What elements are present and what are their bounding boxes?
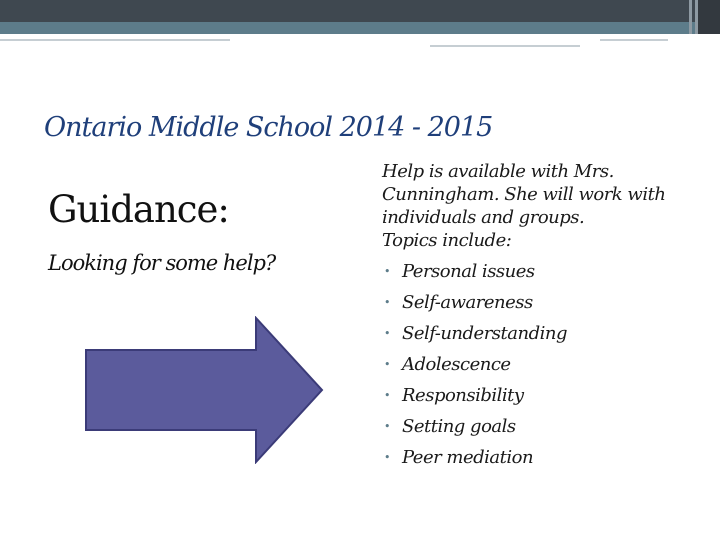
guidance-content [382,160,702,473]
list-item [382,256,702,287]
topics-label: Topics include: [382,230,512,251]
decorative-rule [600,39,668,41]
topic-label: Peer mediation [402,447,534,468]
list-item [382,318,702,349]
decorative-rule [0,39,230,41]
topic-label: Setting goals [402,416,516,437]
list-item [382,287,702,318]
topic-label: Adolescence [402,354,511,375]
corner-stripe [689,0,692,34]
bullet-icon: • [384,265,390,278]
bullet-icon: • [384,296,390,309]
topic-label: Personal issues [402,261,535,282]
arrow-shape [86,318,322,462]
top-decorative-bar [0,0,720,22]
right-arrow-icon [84,316,324,464]
intro-text: Help is available with Mrs. Cunningham. She will work with individuals and groups. [382,161,666,228]
subheading: Looking for some help? [48,251,276,275]
list-item [382,411,702,442]
bullet-icon: • [384,389,390,402]
topic-label: Self-awareness [402,292,533,313]
topics-list [382,256,702,473]
bullet-icon: • [384,451,390,464]
bullet-icon: • [384,358,390,371]
topic-label: Responsibility [402,385,524,406]
top-accent-bar [0,22,720,34]
list-item [382,442,702,473]
corner-stripe [695,0,698,34]
top-right-corner-block [698,0,720,34]
decorative-rule [430,45,580,47]
guidance-heading: Guidance: [48,188,229,231]
bullet-icon: • [384,327,390,340]
slide-title: Ontario Middle School 2014 - 2015 [44,112,493,143]
list-item [382,349,702,380]
bullet-icon: • [384,420,390,433]
topic-label: Self-understanding [402,323,567,344]
list-item [382,380,702,411]
